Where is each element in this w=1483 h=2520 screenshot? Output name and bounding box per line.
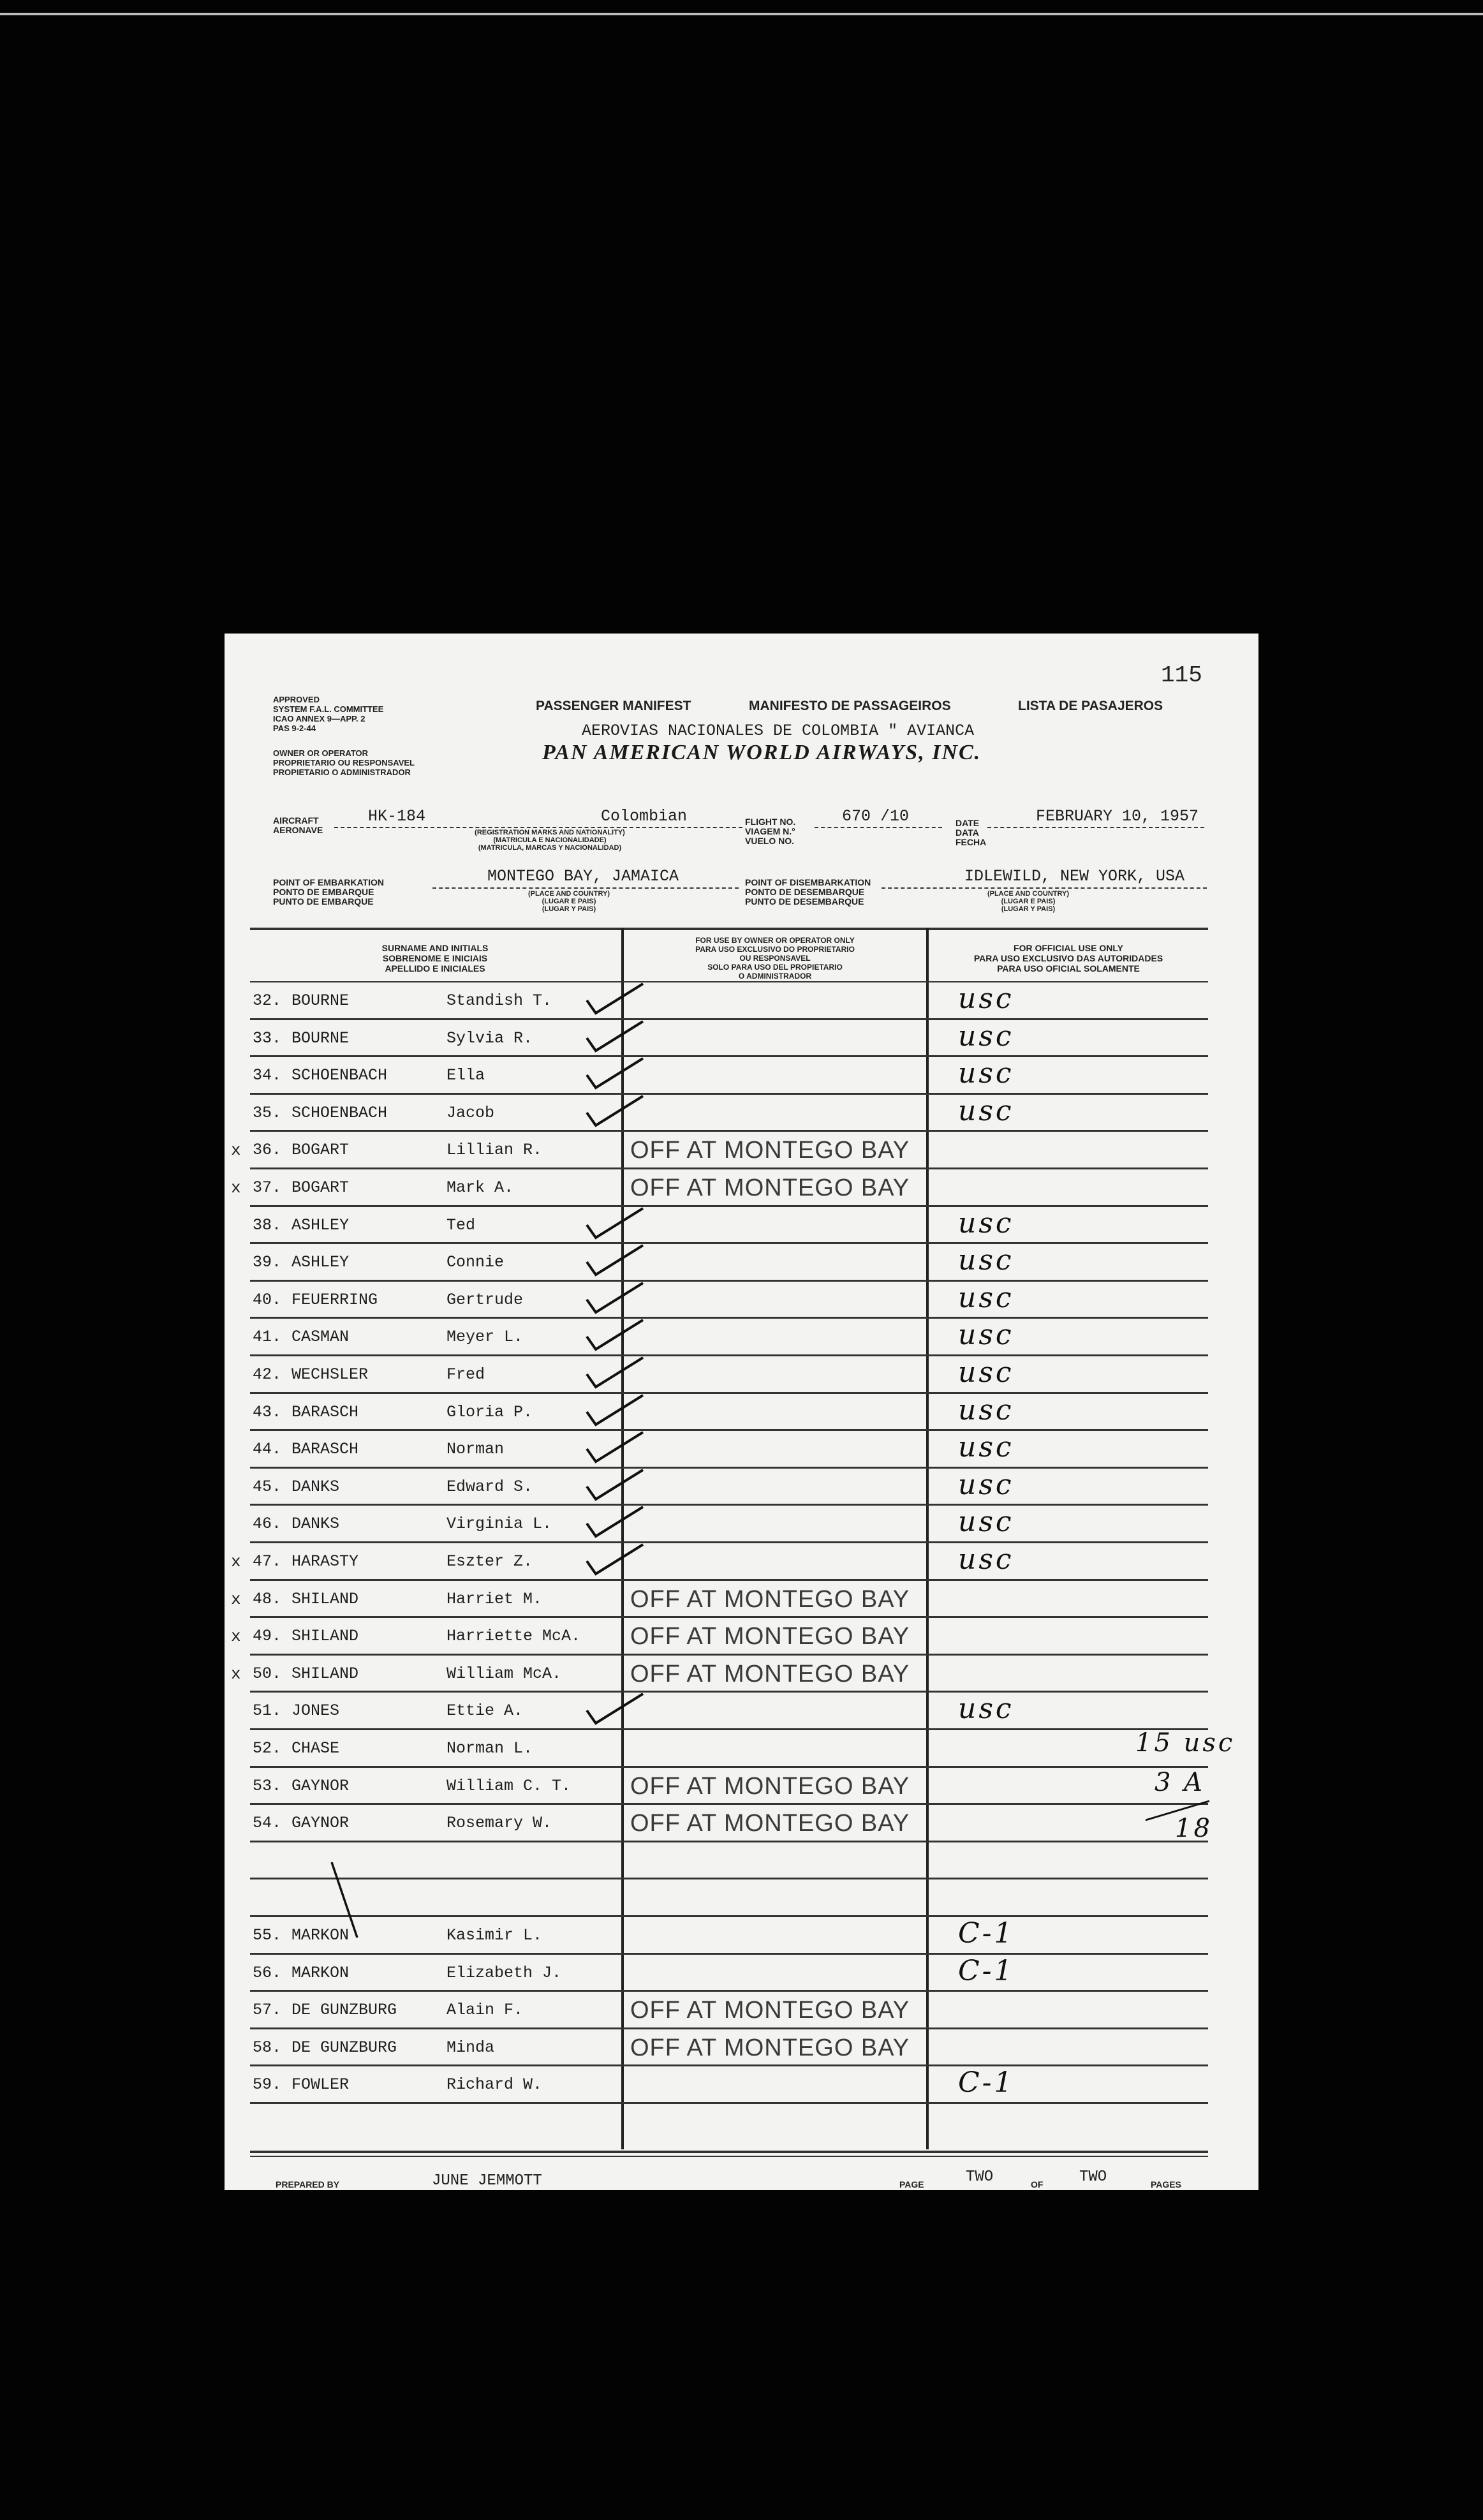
check-mark-icon (582, 1390, 652, 1428)
table-row (225, 1992, 1258, 2029)
owner-block (273, 748, 415, 777)
passenger-given-name: Ettie A. (446, 1701, 524, 1721)
passenger-given-name: Edward S. (446, 1477, 533, 1496)
date-value: FEBRUARY 10, 1957 (1036, 807, 1199, 826)
passenger-number: 54. (253, 1814, 282, 1833)
passenger-surname: WECHSLER (291, 1365, 369, 1384)
passenger-surname: SHILAND (291, 1664, 359, 1683)
embark-value: MONTEGO BAY, JAMAICA (487, 867, 679, 886)
title-es: LISTA DE PASAJEROS (1018, 699, 1163, 713)
disembark-place-note: (PLACE AND COUNTRY) (LUGAR E PAIS) (LUGAR Y PAIS) (987, 890, 1070, 913)
official-remark: usc (958, 1543, 1014, 1576)
margin-mark: x (231, 1178, 241, 1197)
official-remark: usc (958, 1693, 1014, 1726)
check-mark-icon (582, 1091, 652, 1129)
passenger-given-name: Rosemary W. (446, 1814, 552, 1833)
passenger-number: 46. (253, 1515, 282, 1534)
table-row (225, 1394, 1258, 1432)
aircraft-label: AIRCRAFT AERONAVE (273, 815, 323, 835)
passenger-given-name: Elizabeth J. (446, 1963, 562, 1982)
page-number: 115 (1161, 662, 1202, 688)
passenger-surname: SCHOENBACH (291, 1066, 388, 1085)
airline-name: PAN AMERICAN WORLD AIRWAYS, INC. (542, 741, 982, 764)
official-remark: usc (958, 1506, 1014, 1539)
passenger-number: 43. (253, 1402, 282, 1421)
check-mark-icon (582, 1502, 652, 1540)
passenger-surname: DANKS (291, 1515, 340, 1534)
table-row (225, 1169, 1258, 1207)
embark-underline (432, 887, 739, 889)
passenger-surname: CASMAN (291, 1328, 350, 1347)
passenger-given-name: Fred (446, 1365, 485, 1384)
official-remark: usc (958, 1244, 1014, 1277)
owner-line: PROPRIETARIO OU RESPONSAVEL (273, 758, 415, 767)
table-row (225, 1805, 1258, 1842)
of-label: OF (1031, 2179, 1044, 2190)
table-row (225, 1356, 1258, 1394)
passenger-given-name: Minda (446, 2038, 495, 2057)
official-remark: usc (958, 1281, 1014, 1314)
owner-line: PROPIETARIO O ADMINISTRADOR (273, 767, 411, 777)
table-bottom-rule-2 (250, 2156, 1208, 2157)
approval-line: PAS 9-2-44 (273, 723, 316, 733)
owner-line: OWNER OR OPERATOR (273, 748, 369, 758)
passenger-number: 42. (253, 1365, 282, 1384)
passenger-number: 58. (253, 2038, 282, 2057)
passenger-surname: SCHOENBACH (291, 1103, 388, 1122)
approval-block (273, 695, 383, 733)
official-remark: C-1 (958, 2066, 1015, 2100)
table-row (225, 1020, 1258, 1058)
check-mark-icon (582, 1240, 652, 1279)
row-rule (250, 2102, 1208, 2104)
flight-label: FLIGHT NO. VIAGEM N.° VUELO NO. (745, 817, 796, 846)
film-edge-line (0, 13, 1483, 15)
table-row (225, 1057, 1258, 1095)
passenger-given-name: Norman L. (446, 1739, 533, 1758)
passenger-number: 53. (253, 1776, 282, 1795)
passenger-given-name: Connie (446, 1253, 505, 1272)
operator-remark: OFF AT MONTEGO BAY (630, 1810, 910, 1837)
margin-mark: x (231, 1627, 241, 1647)
date-label: DATE DATA FECHA (955, 818, 987, 847)
passenger-number: 48. (253, 1589, 282, 1608)
passenger-given-name: Virginia L. (446, 1515, 552, 1534)
passenger-number: 35. (253, 1103, 282, 1122)
col-header-names: SURNAME AND INITIALS SOBRENOME E INICIAIS APELLIDO E INICIALES (381, 943, 489, 974)
passenger-surname: SHILAND (291, 1589, 359, 1608)
passenger-surname: DE GUNZBURG (291, 2001, 397, 2020)
passenger-number: 55. (253, 1926, 282, 1945)
passenger-number: 41. (253, 1328, 282, 1347)
pages-label: PAGES (1151, 2179, 1181, 2190)
official-remark: C-1 (958, 1917, 1015, 1950)
passenger-surname: FOWLER (291, 2075, 350, 2094)
table-row (225, 1730, 1258, 1768)
passenger-surname: ASHLEY (291, 1215, 350, 1234)
passenger-surname: MARKON (291, 1926, 350, 1945)
page-value: TWO (966, 2168, 994, 2186)
passenger-given-name: Lillian R. (446, 1141, 543, 1160)
passenger-number: 36. (253, 1141, 282, 1160)
passenger-number: 45. (253, 1477, 282, 1496)
passenger-manifest-page (225, 634, 1258, 2190)
passenger-given-name: Standish T. (446, 991, 552, 1010)
table-row (225, 1543, 1258, 1581)
table-row (225, 1879, 1258, 1917)
table-row (225, 1842, 1258, 1880)
table-row (225, 1095, 1258, 1132)
passenger-given-name: William C. T. (446, 1776, 572, 1795)
passenger-number: 32. (253, 991, 282, 1010)
check-mark-icon (582, 1315, 652, 1353)
official-remark: usc (958, 982, 1014, 1015)
passenger-surname: BOURNE (291, 1028, 350, 1048)
passenger-surname: BARASCH (291, 1440, 359, 1459)
passenger-given-name: Sylvia R. (446, 1028, 533, 1048)
passenger-surname: HARASTY (291, 1552, 359, 1571)
passenger-number: 39. (253, 1253, 282, 1272)
passenger-surname: BOURNE (291, 991, 350, 1010)
passenger-surname: ASHLEY (291, 1253, 350, 1272)
page-label: PAGE (899, 2179, 924, 2190)
check-mark-icon (582, 1353, 652, 1391)
passenger-given-name: Ella (446, 1066, 485, 1085)
official-remark: usc (958, 1057, 1014, 1090)
passenger-surname: BOGART (291, 1141, 350, 1160)
operator-remark: OFF AT MONTEGO BAY (630, 1772, 910, 1800)
table-row (225, 1917, 1258, 1955)
check-mark-icon (582, 1689, 652, 1727)
operator-remark: OFF AT MONTEGO BAY (630, 2034, 910, 2061)
col-header-official: FOR OFFICIAL USE ONLY PARA USO EXCLUSIVO DAS AUTORIDADES PARA USO OFICIAL SOLAMENTE (973, 943, 1163, 974)
passenger-surname: DE GUNZBURG (291, 2038, 397, 2057)
approval-line: APPROVED (273, 695, 320, 704)
passenger-given-name: Harriette McA. (446, 1627, 581, 1646)
passenger-number: 33. (253, 1028, 282, 1048)
passenger-surname: CHASE (291, 1739, 340, 1758)
check-mark-icon (582, 1427, 652, 1465)
operator-remark: OFF AT MONTEGO BAY (630, 1137, 910, 1164)
title-en: PASSENGER MANIFEST (536, 699, 691, 713)
passenger-given-name: Richard W. (446, 2075, 543, 2094)
title-pt: MANIFESTO DE PASSAGEIROS (749, 699, 951, 713)
passenger-number: 40. (253, 1290, 282, 1309)
table-bottom-rule (250, 2151, 1208, 2153)
margin-mark: x (231, 1664, 241, 1684)
table-row (225, 1656, 1258, 1693)
margin-mark: x (231, 1552, 241, 1571)
check-mark-icon (582, 1465, 652, 1503)
embark-place-note: (PLACE AND COUNTRY) (LUGAR E PAIS) (LUGAR Y PAIS) (528, 890, 610, 913)
operator-remark: OFF AT MONTEGO BAY (630, 1997, 910, 2024)
passenger-surname: BOGART (291, 1178, 350, 1197)
tally-middle: 3 A (1155, 1768, 1206, 1797)
operator-remark: OFF AT MONTEGO BAY (630, 1660, 910, 1687)
passenger-number: 34. (253, 1066, 282, 1085)
flight-value: 670 /10 (842, 807, 910, 826)
passenger-given-name: Norman (446, 1440, 505, 1459)
passenger-given-name: Ted (446, 1215, 476, 1234)
operator-remark: OFF AT MONTEGO BAY (630, 1175, 910, 1201)
aircraft-underline (334, 827, 742, 828)
table-row (225, 1506, 1258, 1543)
official-remark: usc (958, 1356, 1014, 1389)
table-row (225, 1469, 1258, 1506)
tally-bottom: 18 (1175, 1814, 1213, 1843)
passenger-given-name: Eszter Z. (446, 1552, 533, 1571)
disembark-label: POINT OF DISEMBARKATION PONTO DE DESEMBARQUE PUNTO DE DESEMBARQUE (745, 877, 871, 907)
table-row (225, 982, 1258, 1020)
passenger-surname: BARASCH (291, 1402, 359, 1421)
table-row (225, 1319, 1258, 1356)
operator-name: AEROVIAS NACIONALES DE COLOMBIA " AVIANCA (582, 722, 975, 740)
official-remark: usc (958, 1019, 1014, 1053)
passenger-given-name: Harriet M. (446, 1589, 543, 1608)
blank-lines-slash (320, 1858, 371, 1941)
check-mark-icon (582, 1053, 652, 1092)
col-header-operator: FOR USE BY OWNER OR OPERATOR ONLY PARA USO EXCLUSIVO DO PROPRIETARIO OU RESPONSAVEL SOLO PARA USO DEL PROPIETARIO O ADMINISTRADOR (695, 936, 855, 981)
operator-remark: OFF AT MONTEGO BAY (630, 1585, 910, 1613)
prepared-by-value: JUNE JEMMOTT (432, 2172, 542, 2190)
passenger-given-name: Kasimir L. (446, 1926, 543, 1945)
check-mark-icon (582, 1539, 652, 1578)
passenger-surname: GAYNOR (291, 1814, 350, 1833)
table-top-rule (250, 928, 1208, 930)
passenger-number: 47. (253, 1552, 282, 1571)
table-row (225, 1431, 1258, 1469)
table-row (225, 1132, 1258, 1169)
check-mark-icon (582, 979, 652, 1017)
check-mark-icon (582, 1016, 652, 1055)
passenger-number: 38. (253, 1215, 282, 1234)
passenger-surname: DANKS (291, 1477, 340, 1496)
approval-line: SYSTEM F.A.L. COMMITTEE (273, 704, 384, 714)
passenger-surname: SHILAND (291, 1627, 359, 1646)
disembark-underline (882, 887, 1207, 889)
table-row (225, 2066, 1258, 2104)
table-row (225, 1207, 1258, 1245)
check-mark-icon (582, 1203, 652, 1241)
table-row (225, 1693, 1258, 1730)
passenger-number: 44. (253, 1440, 282, 1459)
margin-mark: x (231, 1141, 241, 1160)
passenger-given-name: Gloria P. (446, 1402, 533, 1421)
embark-label: POINT OF EMBARKATION PONTO DE EMBARQUE PUNTO DE EMBARQUE (273, 877, 384, 907)
prepared-label: PREPARED BY (276, 2179, 340, 2190)
passenger-surname: FEUERRING (291, 1290, 378, 1309)
of-value: TWO (1079, 2168, 1107, 2186)
table-row (225, 1618, 1258, 1656)
passenger-number: 37. (253, 1178, 282, 1197)
passenger-number: 59. (253, 2075, 282, 2094)
registration-note: (REGISTRATION MARKS AND NATIONALITY) (MATRICULA E NACIONALIDADE) (MATRICULA, MARCAS Y NACIONALIDAD) (475, 829, 625, 852)
official-remark: usc (958, 1431, 1014, 1464)
official-remark: C-1 (958, 1954, 1015, 1987)
passenger-given-name: Alain F. (446, 2001, 524, 2020)
table-row (225, 1282, 1258, 1319)
official-remark: usc (958, 1393, 1014, 1427)
table-row (225, 1768, 1258, 1805)
date-underline (987, 827, 1204, 828)
margin-mark: x (231, 1589, 241, 1609)
disembark-value: IDLEWILD, NEW YORK, USA (964, 867, 1185, 886)
passenger-given-name: Gertrude (446, 1290, 524, 1309)
operator-remark: OFF AT MONTEGO BAY (630, 1623, 910, 1650)
table-row (225, 1244, 1258, 1282)
passenger-number: 56. (253, 1963, 282, 1982)
check-mark-icon (582, 1278, 652, 1316)
flight-underline (815, 827, 942, 828)
passenger-number: 57. (253, 2001, 282, 2020)
passenger-given-name: Mark A. (446, 1178, 514, 1197)
official-remark: usc (958, 1468, 1014, 1501)
passenger-number: 52. (253, 1739, 282, 1758)
passenger-surname: JONES (291, 1701, 340, 1721)
official-remark: usc (958, 1206, 1014, 1240)
table-row (225, 1955, 1258, 1992)
nationality-value: Colombian (601, 807, 688, 826)
passenger-number: 50. (253, 1664, 282, 1683)
passenger-surname: GAYNOR (291, 1776, 350, 1795)
aircraft-value: HK-184 (368, 807, 426, 826)
passenger-number: 51. (253, 1701, 282, 1721)
passenger-given-name: Meyer L. (446, 1328, 524, 1347)
official-remark: usc (958, 1094, 1014, 1127)
passenger-surname: MARKON (291, 1963, 350, 1982)
passenger-given-name: William McA. (446, 1664, 562, 1683)
tally-top: 15 usc (1135, 1728, 1236, 1758)
approval-line: ICAO ANNEX 9—APP. 2 (273, 714, 365, 723)
passenger-number: 49. (253, 1627, 282, 1646)
table-row (225, 1581, 1258, 1619)
official-remark: usc (958, 1319, 1014, 1352)
table-row (225, 2029, 1258, 2067)
passenger-given-name: Jacob (446, 1103, 495, 1122)
